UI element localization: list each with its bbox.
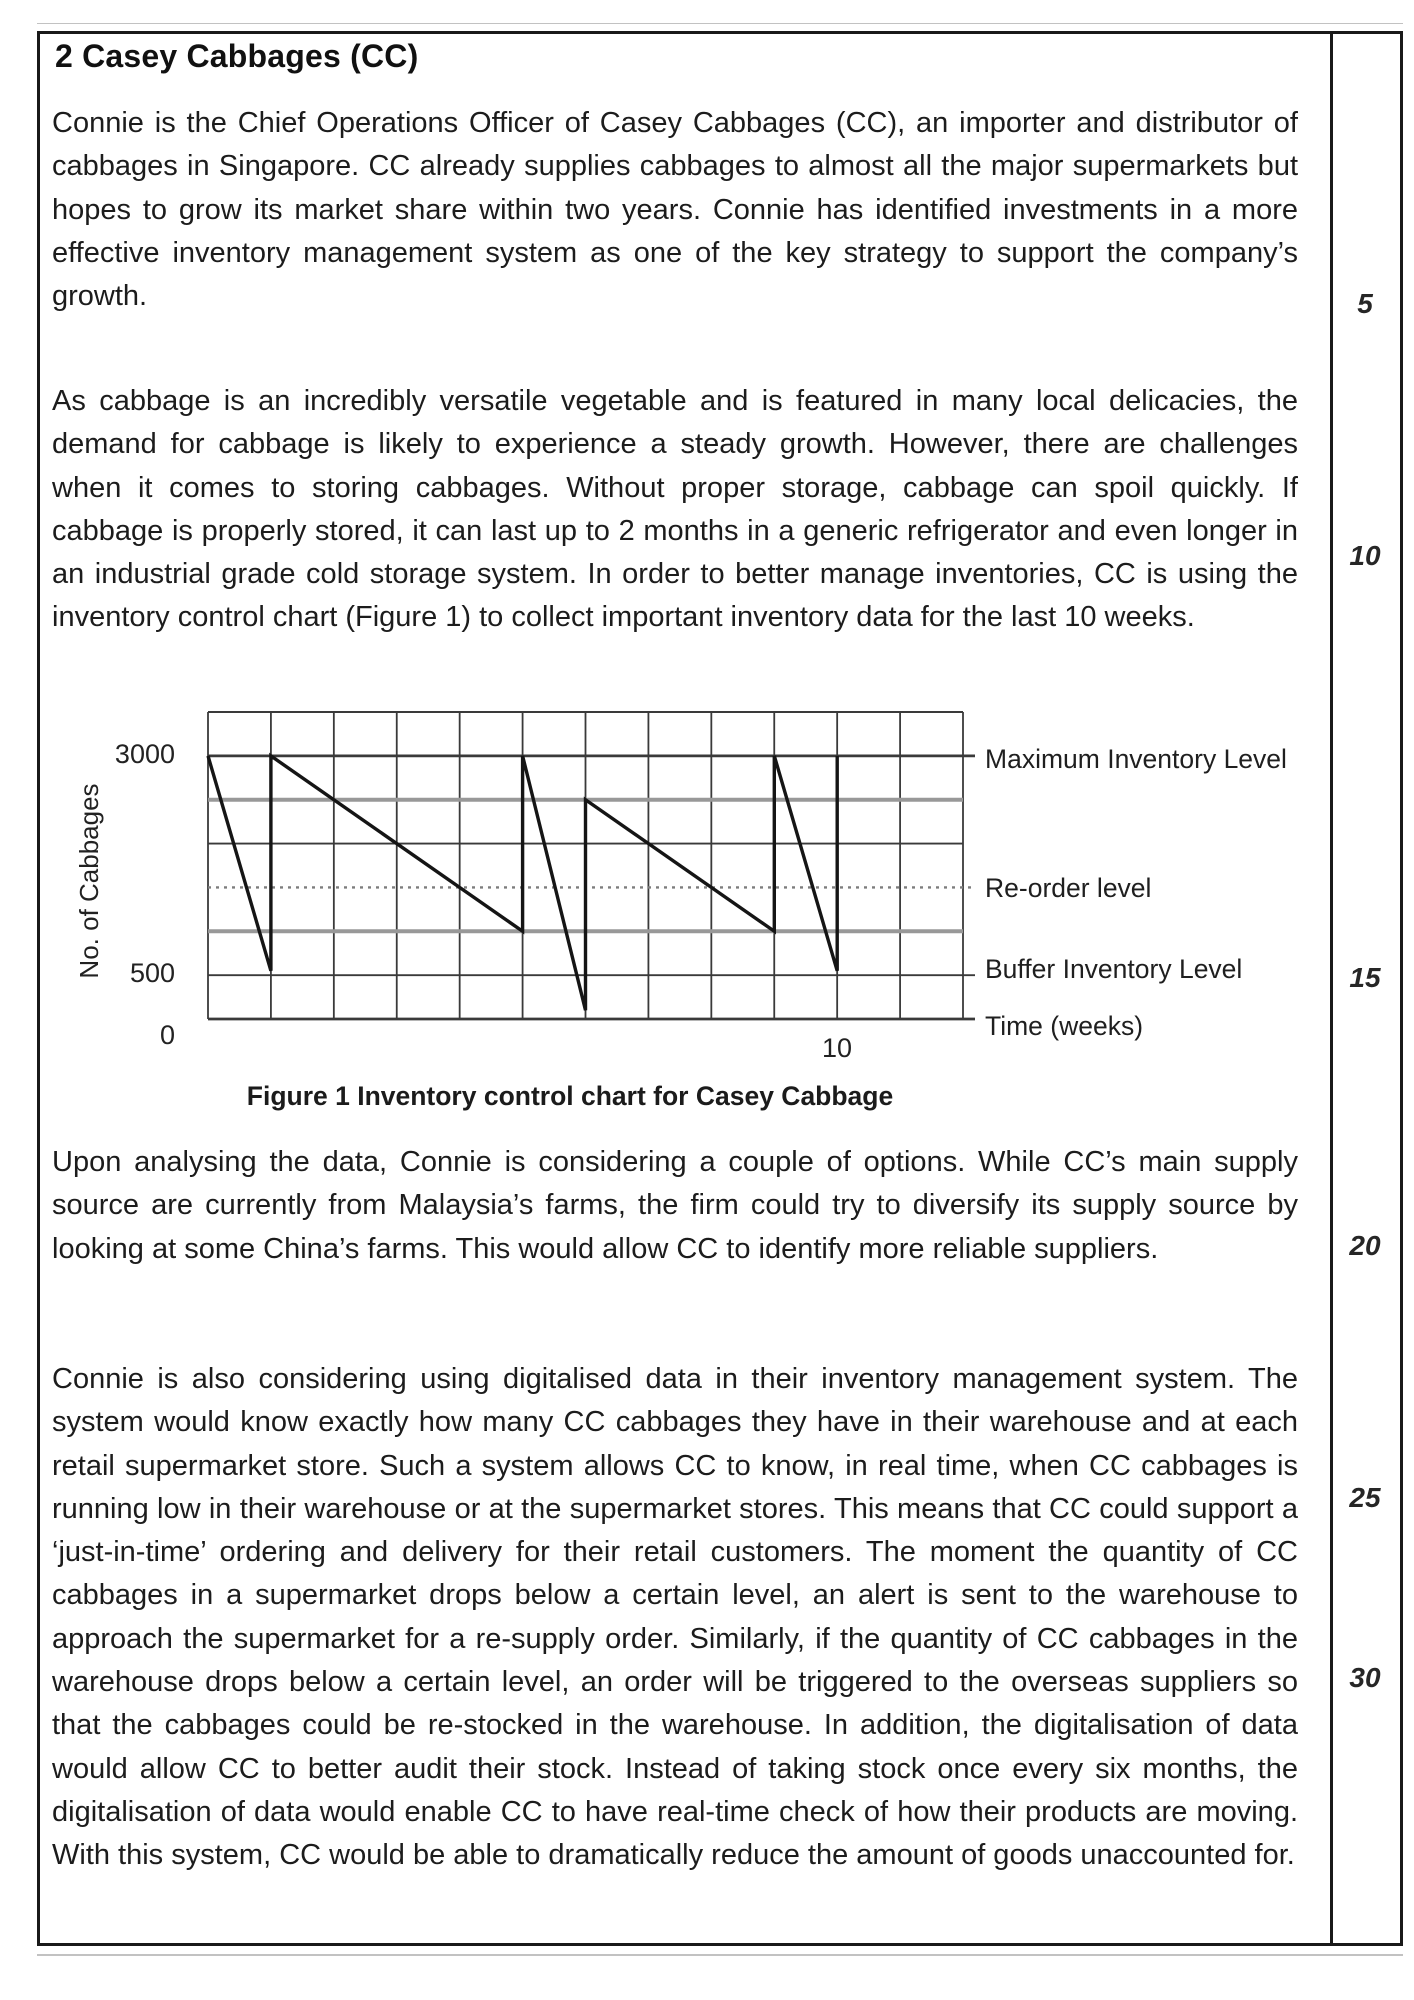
label-maximum-inventory-level: Maximum Inventory Level [985, 744, 1287, 774]
label-reorder-level: Re-order level [985, 873, 1152, 903]
line-number: 10 [1349, 540, 1381, 571]
line-number: 25 [1349, 1482, 1381, 1513]
x-tick-10: 10 [821, 1033, 853, 1063]
scan-edge-bottom [37, 1954, 1403, 1956]
paragraph-digitalisation: Connie is also considering using digitalised data in their inventory management system. The system would know exactly how many CC cabbages they have in their warehouse and at each retail supermarket store. Such a system allows CC to know, in real time, when CC cabbages is running low in their warehouse or at the supermarket stores. This means that CC could support a ‘just-in-time’ ordering and delivery for their retail customers. The moment the quantity of CC cabbages in a supermarket drops below a certain level, an alert is sent to the warehouse to approach the supermarket for a re-supply order. Similarly, if the quantity of CC cabbages in the warehouse drops below a certain level, an order will be triggered to the overseas suppliers so that the cabbages could be re-stocked in the warehouse. In addition, the digitalisation of data would allow CC to better audit their stock. Instead of taking stock once every six months, the digitalisation of data would enable CC to have real-time check of how their products are moving. With this system, CC would be able to dramatically reduce the amount of goods unaccounted for. [52, 1363, 1298, 1872]
line-number: 30 [1349, 1662, 1381, 1693]
paragraph-options: Upon analysing the data, Connie is considering a couple of options. While CC’s main supply source are currently from Malaysia’s farms, the firm could try to diversify its supply source by looking at some China’s farms. This would allow CC to identify more reliable suppliers. [52, 1146, 1298, 1265]
paragraph-storage: As cabbage is an incredibly versatile vegetable and is featured in many local delicacies, the demand for cabbage is likely to experience a steady growth. However, there are challenges when it comes to storing cabbages. Without proper storage, cabbage can spoil quickly. If cabbage is properly stored, it can last up to 2 months in a generic refrigerator and even longer in an industrial grade cold storage system. In order to better manage inventories, CC is using the inventory control chart (Figure 1) to collect important inventory data for the last 10 weeks. [52, 385, 1298, 634]
scan-edge-top [37, 23, 1403, 24]
paragraph-intro: Connie is the Chief Operations Officer of Casey Cabbages (CC), an importer and distributor of cabbages in Singapore. CC already supplies cabbages to almost all the major supermarkets but hopes to grow its market share within two years. Connie has identified investments in a more effective inventory management system as one of the key strategy to support the company’s growth. [52, 107, 1298, 313]
figure-caption: Figure 1 Inventory control chart for Casey Cabbage [246, 1081, 894, 1111]
line-number: 5 [1357, 288, 1373, 319]
y-tick-500: 500 [129, 958, 175, 988]
section-title: 2 Casey Cabbages (CC) [55, 38, 419, 74]
line-number: 15 [1349, 962, 1381, 993]
y-tick-3000: 3000 [114, 739, 175, 769]
line-number: 20 [1349, 1230, 1381, 1261]
label-buffer-inventory-level: Buffer Inventory Level [985, 954, 1243, 984]
inventory-chart [50, 690, 1390, 1120]
y-tick-0: 0 [159, 1020, 175, 1050]
y-axis-title: No. of Cabbages [74, 783, 104, 979]
label-time-weeks: Time (weeks) [985, 1011, 1144, 1041]
